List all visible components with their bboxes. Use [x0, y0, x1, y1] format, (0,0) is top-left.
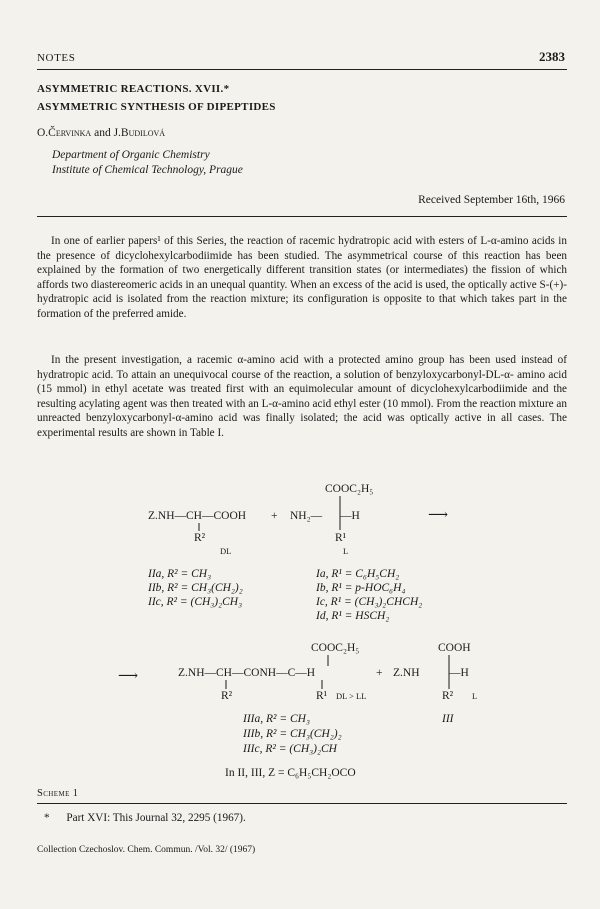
affiliation-line1: Department of Organic Chemistry [52, 149, 210, 161]
footnote-rule [37, 803, 567, 804]
body-paragraph-1: In one of earlier papers¹ of this Series, the reaction of racemic hydratropic acid with esters of L-α-amino acids in the presence of dicyclohexylcarbodiimide has been studied. The asymmetrical course of this reaction has been explained by the formation of two energetically different transition states (or intermediates) the fission of which affords two diastereomeric acids in an unequal quantity. When an excess of the acid is used, the optically active S-(+)-hydratropic acid is isolated from the reaction mixture; its configuration is opposite to that which takes part in the formation of the preferred amide. [37, 235, 567, 320]
acid-r2: R² [194, 532, 206, 544]
list-II-a: IIa, R² = CH₃ [148, 568, 212, 580]
amine-r1: R¹ [335, 532, 347, 544]
recovered-acid-config: L [472, 691, 478, 701]
reactant-amine: NH₂— [290, 510, 323, 522]
affiliation-line2: Institute of Chemical Technology, Prague [52, 164, 243, 176]
list-II-b: IIb, R² = CH₃(CH₂)₂ [148, 582, 243, 594]
dipeptide-product: Z.NH—CH—CONH—C—H [178, 667, 316, 679]
author-1: O.Červinka [37, 127, 92, 139]
footnote-marker: * [44, 812, 50, 824]
scheme-label: Scheme 1 [37, 788, 79, 799]
ester-group-2: COOC₂H₅ [311, 642, 360, 654]
header-rule [37, 69, 567, 70]
list-III-c: IIIc, R² = (CH₃)₂CH [243, 743, 337, 755]
list-I-c: Ic, R¹ = (CH₃)₂CHCH₂ [316, 596, 423, 608]
acid-config: DL [220, 546, 232, 556]
reactant-acid: Z.NH—CH—COOH [148, 510, 247, 522]
plus-sign-2: + [376, 667, 383, 679]
label-III: III [442, 713, 454, 725]
reaction-scheme [0, 475, 600, 795]
running-header-section: NOTES [37, 52, 76, 64]
product-config: DL > LL [336, 691, 367, 701]
article-title-line2: ASYMMETRIC SYNTHESIS OF DIPEPTIDES [37, 101, 276, 113]
received-date: Received September 16th, 1966 [418, 194, 565, 206]
reaction-arrow-1: ⟶ [428, 508, 449, 523]
list-I-a: Ia, R¹ = C₆H₅CH₂ [316, 568, 400, 580]
amine-h: —H [340, 510, 360, 522]
list-I-d: Id, R¹ = HSCH₂ [316, 610, 390, 622]
list-III-b: IIIb, R² = CH₃(CH₂)₂ [243, 728, 342, 740]
recovered-acid: Z.NH [393, 667, 420, 679]
amine-config: L [343, 546, 349, 556]
product-r2: R² [221, 690, 233, 702]
list-II-c: IIc, R² = (CH₃)₂CH₃ [148, 596, 243, 608]
recovered-acid-cooh: COOH [438, 642, 471, 654]
list-I-b: Ib, R¹ = p-HOC₆H₄ [316, 582, 406, 594]
page-number: 2383 [539, 49, 565, 64]
list-III-a: IIIa, R² = CH₃ [243, 713, 310, 725]
journal-citation: Collection Czechoslov. Chem. Commun. /Vol. 32/ (1967) [37, 845, 256, 855]
z-definition: In II, III, Z = C₆H₅CH₂OCO [225, 767, 356, 779]
article-title-line1: ASYMMETRIC REACTIONS. XVII.* [37, 83, 230, 95]
product-r1: R¹ [316, 690, 328, 702]
authors [37, 127, 165, 139]
plus-sign-1: + [271, 510, 278, 522]
ester-group-1: COOC₂H₅ [325, 483, 374, 495]
author-separator: and [91, 127, 114, 139]
footnote [44, 812, 246, 824]
reaction-arrow-2: ⟶ [118, 669, 139, 684]
body-paragraph-2: In the present investigation, a racemic α-amino acid with a protected amino group has been used instead of hydratropic acid. To attain an unequivocal course of the reaction, a solution of benzyloxycarbonyl-DL-α- amino acid (15 mmol) in ethyl acetate was treated first with an equimolecular amount of dicyclohexylcarbodiimide and the resulting acylating agent was then treated with an L-α-amino acid ethyl ester (10 mmol). From the reaction mixture an unreacted benzyloxycarbonyl-α-amino acid was finally isolated; the acid was optically active in all cases. The experimental results are shown in Table I. [37, 354, 567, 439]
recovered-acid-h: —H [449, 667, 469, 679]
footnote-text: Part XVI: This Journal 32, 2295 (1967). [66, 812, 246, 824]
author-2: J.Budilová [113, 127, 166, 139]
recovered-acid-r2: R² [442, 690, 454, 702]
abstract-rule [37, 216, 567, 217]
